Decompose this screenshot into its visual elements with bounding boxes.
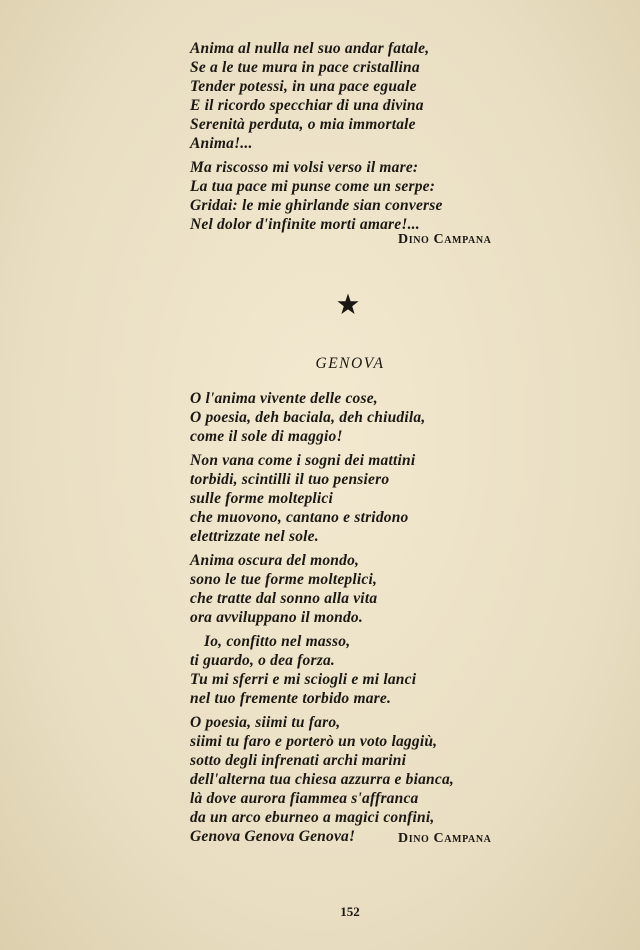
poem-line: Tender potessi, in una pace eguale (190, 78, 417, 95)
poem-line: O l'anima vivente delle cose, (190, 390, 378, 407)
poem-line: Io, confitto nel masso, (204, 633, 351, 650)
poem-line: là dove aurora fiammea s'affranca (190, 790, 419, 807)
stanza (190, 551, 520, 627)
poem-line: sono le tue forme molteplici, (190, 571, 378, 588)
poem-line: Anima oscura del mondo, (190, 552, 360, 569)
poem-2-title: GENOVA (315, 355, 385, 372)
poem-line: Gridai: le mie ghirlande sian converse (190, 197, 443, 214)
stanza (190, 632, 520, 708)
poem-line: nel tuo fremente torbido mare. (190, 690, 392, 707)
stanza (190, 158, 520, 234)
poem-line: Se a le tue mura in pace cristallina (190, 59, 420, 76)
poem-2-author: Dino Campana (398, 831, 492, 846)
poem-line: sulle forme molteplici (190, 490, 334, 507)
stanza (190, 389, 520, 446)
poem-1-author: Dino Campana (398, 232, 492, 247)
poem-line: Ma riscosso mi volsi verso il mare: (190, 159, 419, 176)
poem-line: da un arco eburneo a magici confini, (190, 809, 435, 826)
poem-line: O poesia, siimi tu faro, (190, 714, 341, 731)
stanza (190, 451, 520, 546)
poem-line: Serenità perduta, o mia immortale (190, 116, 416, 133)
poem-line: Nel dolor d'infinite morti amare!... (190, 216, 420, 233)
poem-2-text (190, 389, 520, 851)
poem-line: ti guardo, o dea forza. (190, 652, 335, 669)
poem-line: Genova Genova Genova! (190, 828, 356, 845)
poem-line: elettrizzate nel sole. (190, 528, 319, 545)
poem-line: Tu mi sferri e mi sciogli e mi lanci (190, 671, 417, 688)
poem-1-text (190, 39, 520, 239)
stanza (190, 713, 520, 846)
poem-line: O poesia, deh baciala, deh chiudila, (190, 409, 426, 426)
poem-line: E il ricordo specchiar di una divina (190, 97, 424, 114)
stanza (190, 39, 520, 153)
poem-line: come il sole di maggio! (190, 428, 343, 445)
poem-line: ora avviluppano il mondo. (190, 609, 363, 626)
poem-line: siimi tu faro e porterò un voto laggiù, (190, 733, 438, 750)
page-number: 152 (340, 904, 360, 919)
poem-line: torbidi, scintilli il tuo pensiero (190, 471, 390, 488)
poem-line: La tua pace mi punse come un serpe: (190, 178, 436, 195)
star-icon (336, 292, 360, 316)
poem-line: sotto degli infrenati archi marini (190, 752, 407, 769)
poem-line: Non vana come i sogni dei mattini (190, 452, 416, 469)
poem-line: Anima al nulla nel suo andar fatale, (190, 40, 430, 57)
poem-line: Anima!... (190, 135, 253, 152)
poem-line: dell'alterna tua chiesa azzurra e bianca, (190, 771, 454, 788)
poem-line: che tratte dal sonno alla vita (190, 590, 378, 607)
poem-line: che muovono, cantano e stridono (190, 509, 409, 526)
